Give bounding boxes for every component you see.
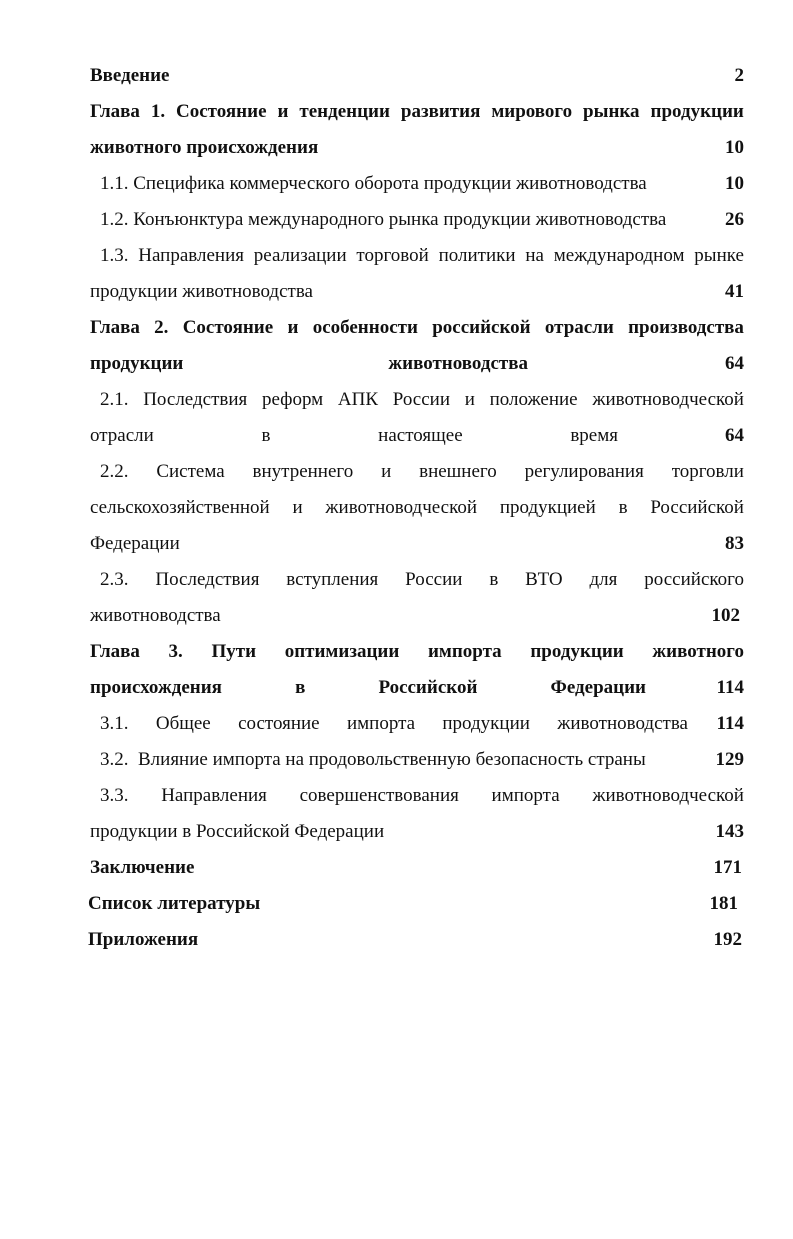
toc-word: 2.2.	[100, 461, 129, 482]
toc-word: Направления	[161, 785, 267, 806]
toc-s1-3-title-line1	[100, 238, 744, 274]
toc-word: мирового	[491, 101, 573, 122]
toc-ch3-title-line2	[90, 670, 646, 706]
toc-word: Направления	[138, 245, 244, 266]
toc-word: развития	[400, 101, 481, 122]
toc-s2-2-title-line1	[100, 454, 744, 490]
toc-word: животноводческой	[592, 389, 744, 410]
toc-s1-2-page: 26	[725, 209, 744, 230]
toc-s2-3-title-line2: животноводства	[90, 605, 221, 626]
toc-word: 1.3.	[100, 245, 129, 266]
toc-s3-1-title-line1	[100, 706, 688, 742]
toc-s3-3-page: 143	[715, 821, 744, 842]
toc-word: импорта	[491, 785, 560, 806]
toc-word: сельскохозяйственной	[90, 497, 270, 518]
toc-s2-3-title-line1	[100, 562, 744, 598]
toc-word: Состояние	[182, 317, 274, 338]
toc-word: Последствия	[155, 569, 260, 590]
toc-word: вступления	[286, 569, 379, 590]
toc-s2-2-title-line2	[90, 490, 744, 526]
toc-intro-page: 2	[734, 65, 744, 86]
toc-s2-1-page: 64	[725, 425, 744, 446]
toc-conclusion-title: Заключение	[90, 857, 195, 878]
toc-word: продукцией	[499, 497, 596, 518]
toc-word: животноводства	[388, 353, 528, 374]
toc-word: тенденции	[299, 101, 390, 122]
toc-s3-3-title-line2: продукции в Российской Федерации	[90, 821, 385, 842]
toc-word: внешнего	[419, 461, 497, 482]
toc-ch1-title-line2: животного происхождения	[90, 137, 319, 158]
toc-word: на	[525, 245, 544, 266]
toc-word: и	[292, 497, 303, 518]
toc-references-page: 181	[709, 893, 738, 914]
toc-word: продукции	[442, 713, 530, 734]
toc-word: российской	[432, 317, 531, 338]
toc-word: 3.1.	[100, 713, 129, 734]
toc-word: внутреннего	[252, 461, 354, 482]
toc-word: животноводческой	[592, 785, 744, 806]
toc-word: положение	[489, 389, 578, 410]
toc-word: Система	[156, 461, 225, 482]
toc-appendices-title: Приложения	[88, 929, 199, 950]
toc-word: рынке	[694, 245, 744, 266]
toc-word: отрасли	[90, 425, 154, 446]
toc-word: и	[287, 317, 299, 338]
toc-s1-3-page: 41	[725, 281, 744, 302]
toc-word: Состояние	[176, 101, 267, 122]
toc-s2-1-title-line2	[90, 418, 618, 454]
toc-word: Российской	[650, 497, 744, 518]
toc-word: и	[464, 389, 475, 410]
toc-s1-1-page: 10	[725, 173, 744, 194]
toc-word: российского	[644, 569, 744, 590]
toc-word: для	[589, 569, 618, 590]
toc-word: международном	[553, 245, 685, 266]
toc-word: политики	[438, 245, 516, 266]
toc-s3-3-title-line1	[100, 778, 744, 814]
toc-word: особенности	[312, 317, 418, 338]
toc-word: импорта	[427, 641, 502, 662]
toc-word: продукции	[530, 641, 624, 662]
toc-ch2-title-line2	[90, 346, 528, 382]
toc-word: Глава	[90, 101, 140, 122]
toc-word: торговли	[671, 461, 744, 482]
toc-word: животноводства	[557, 713, 688, 734]
toc-word: России	[405, 569, 463, 590]
toc-word: 1.	[150, 101, 166, 122]
toc-appendices-page: 192	[713, 929, 742, 950]
toc-s2-3-page: 102	[711, 605, 740, 626]
toc-word: 2.3.	[100, 569, 129, 590]
toc-word: и	[381, 461, 392, 482]
toc-conclusion-page: 171	[713, 857, 742, 878]
toc-word: Российской	[378, 677, 478, 698]
toc-word: регулирования	[524, 461, 644, 482]
toc-word: совершенствования	[299, 785, 459, 806]
toc-word: импорта	[346, 713, 416, 734]
toc-word: Федерации	[550, 677, 646, 698]
toc-s2-2-title-line3: Федерации	[90, 533, 180, 554]
toc-s3-2-title: 3.2. Влияние импорта на продовольственную безопасность страны	[100, 749, 646, 770]
toc-intro-title: Введение	[90, 65, 170, 86]
toc-word: Глава	[90, 641, 140, 662]
toc-s1-1-title: 1.1. Специфика коммерческого оборота продукции животноводства	[100, 173, 647, 194]
toc-s3-2-page: 129	[715, 749, 744, 770]
toc-s2-2-page: 83	[725, 533, 744, 554]
toc-word: животного	[652, 641, 744, 662]
toc-word: 2.1.	[100, 389, 129, 410]
toc-word: в	[618, 497, 628, 518]
toc-word: Глава	[90, 317, 140, 338]
toc-ch3-title-line1	[90, 634, 744, 670]
toc-word: и	[277, 101, 289, 122]
toc-word: в	[489, 569, 499, 590]
toc-s1-2-title: 1.2. Конъюнктура международного рынка продукции животноводства	[100, 209, 667, 230]
toc-word: Пути	[211, 641, 257, 662]
toc-references-title: Список литературы	[88, 893, 261, 914]
toc-word: оптимизации	[284, 641, 400, 662]
toc-word: ВТО	[525, 569, 563, 590]
toc-ch1-page: 10	[725, 137, 744, 158]
toc-ch3-page: 114	[716, 677, 744, 698]
toc-word: время	[570, 425, 618, 446]
toc-word: отрасли	[544, 317, 614, 338]
toc-word: состояние	[238, 713, 320, 734]
toc-word: в	[261, 425, 271, 446]
toc-word: торговой	[356, 245, 429, 266]
toc-word: настоящее	[378, 425, 463, 446]
toc-s1-3-title-line2: продукции животноводства	[90, 281, 313, 302]
toc-word: продукции	[90, 353, 184, 374]
toc-ch2-title-line1	[90, 310, 744, 346]
toc-s3-1-page: 114	[716, 713, 744, 734]
toc-s2-1-title-line1	[100, 382, 744, 418]
toc-word: России	[392, 389, 451, 410]
toc-word: реализации	[253, 245, 347, 266]
toc-word: 3.3.	[100, 785, 129, 806]
toc-word: Последствия	[143, 389, 248, 410]
toc-ch2-page: 64	[725, 353, 744, 374]
toc-word: Общее	[155, 713, 211, 734]
toc-word: производства	[628, 317, 744, 338]
toc-word: рынка	[583, 101, 640, 122]
toc-word: АПК	[337, 389, 379, 410]
toc-word: 3.	[168, 641, 183, 662]
toc-word: в	[295, 677, 306, 698]
toc-word: происхождения	[90, 677, 222, 698]
toc-word: животноводческой	[325, 497, 478, 518]
toc-word: 2.	[154, 317, 169, 338]
toc-word: реформ	[261, 389, 324, 410]
toc-word: продукции	[650, 101, 744, 122]
toc-ch1-title-line1	[90, 94, 744, 130]
